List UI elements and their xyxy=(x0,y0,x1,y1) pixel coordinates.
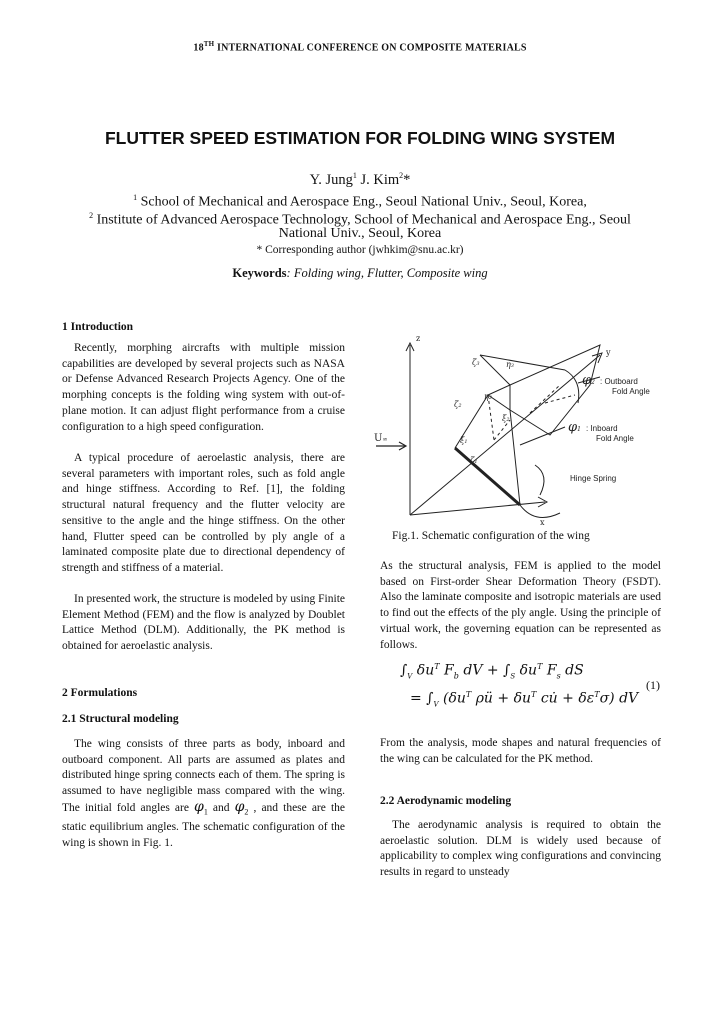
formulations-heading: 2 Formulations xyxy=(62,687,138,699)
eta2-label: η2 xyxy=(484,392,492,401)
phi1-symbol: φ1 xyxy=(568,420,581,435)
zeta1-label: ζ1 xyxy=(470,456,478,465)
corresponding-author: * Corresponding author (jwhkim@snu.ac.kr) xyxy=(256,244,464,256)
z-axis-label: z xyxy=(416,334,421,343)
outboard-label: : Outboard xyxy=(600,377,638,386)
equation-line-2: = $\int_V$ ($\delta u^T$ ρü + $\delta u^T$ cu̇ + $\delta\varepsilon^T\sigma$) dV xyxy=(410,690,639,709)
zeta3-label: ζ3 xyxy=(472,358,480,367)
conference-header: 18TH INTERNATIONAL CONFERENCE ON COMPOSITE MATERIALS xyxy=(193,40,527,54)
phi2-symbol: φ2 xyxy=(582,373,595,388)
equation-1 xyxy=(400,660,660,720)
mode-shapes-paragraph: From the analysis, mode shapes and natural frequencies of the wing can be calculated for the PK method. xyxy=(380,737,661,765)
y-axis-label: y xyxy=(606,348,611,357)
paper-title: FLUTTER SPEED ESTIMATION FOR FOLDING WING SYSTEM xyxy=(104,128,616,148)
authors: Y. Jung$^1$ J. Kim$^2$* xyxy=(309,171,411,188)
inboard-label: : Inboard xyxy=(586,424,618,433)
outboard-label-2: Fold Angle xyxy=(612,387,650,396)
intro-heading: 1 Introduction xyxy=(62,321,134,333)
xi1-label: ξ1 xyxy=(460,436,468,445)
xi2-label: ξ2 xyxy=(502,414,510,423)
aerodynamic-paragraph: The aerodynamic analysis is required to obtain the aeroelastic solution. DLM is widely used because of applicability to complex wing configurations and convincing results in regard to unsteady xyxy=(380,819,661,879)
structural-heading: 2.1 Structural modeling xyxy=(62,713,179,725)
eta3-label: η3 xyxy=(506,360,514,369)
structural-analysis-paragraph: As the structural analysis, FEM is applied to the model based on First-order Shear Deformation Theory (FSDT). Also the laminate composite and isotropic materials are used to find out the effects of the ply angle. Using the principle of virtual work, the governing equation can be represented as follows. xyxy=(380,560,661,651)
hinge-spring-label: Hinge Spring xyxy=(570,474,617,483)
inboard-label-2: Fold Angle xyxy=(596,434,634,443)
intro-paragraph-2: A typical procedure of aeroelastic analysis, there are several parameters with important roles, such as fold angle and hinge stiffness. According to Ref. [1], the folding structural natural frequency and the flutter velocity are sensitive to the angle and the hinge stiffness. On the other hand, Flutter speed can be controlled by ply angle of a laminated composite plate due to directional dependency of strength and stiffness of a material. xyxy=(62,452,345,574)
wing-schematic-figure xyxy=(360,325,680,530)
structural-paragraph: The wing consists of three parts as body, inboard and outboard component. All parts are assumed as plates and distributed hinge spring connects each of them. The spring is assumed to have negligible mass compared with the wing. The initial fold angles are $\varphi_1$ and $\varphi_2$ , and these are the static equilibrium angles. The schematic configuration of the wing is shown in Fig. 1. xyxy=(62,738,345,849)
equation-number: (1) xyxy=(646,678,660,692)
figure-caption: Fig.1. Schematic configuration of the wing xyxy=(392,530,590,542)
intro-paragraph-3: In presented work, the structure is modeled by using Finite Element Method (FEM) and the flow is analyzed by Doublet Lattice Method (DLM). Additionally, the PK method is obtained for aeroelastic analysis. xyxy=(62,593,345,653)
affiliation-2-cont: National Univ., Seoul, Korea xyxy=(278,226,442,241)
affiliation-1: $^1$ School of Mechanical and Aerospace Eng., Seoul National Univ., Seoul, Korea, xyxy=(133,193,587,210)
intro-paragraph-1: Recently, morphing aircrafts with multiple mission capabilities are developed by several projects such as NASA or Defense Advanced Research Projects Agency. One of the morphing concepts is the folding wing system with out-of-plane motion. It can adjust flight performance from a cruise configuration to a high speed configuration. xyxy=(62,342,345,433)
zeta2-label: ζ2 xyxy=(454,400,462,409)
equation-line-1: $\int_V$ $\delta u^T$ $F_b$ dV + $\int_S$ $\delta u^T$ $F_s$ dS xyxy=(400,662,584,681)
x-axis-label: x xyxy=(540,518,545,527)
keywords: Keywords: Folding wing, Flutter, Composite wing xyxy=(232,266,488,280)
freestream-label: U∞ xyxy=(374,433,388,444)
affiliation-2: $^2$ Institute of Advanced Aerospace Technology, School of Mechanical and Aerospace Eng., Seoul xyxy=(89,211,631,228)
aerodynamic-heading: 2.2 Aerodynamic modeling xyxy=(380,795,512,807)
